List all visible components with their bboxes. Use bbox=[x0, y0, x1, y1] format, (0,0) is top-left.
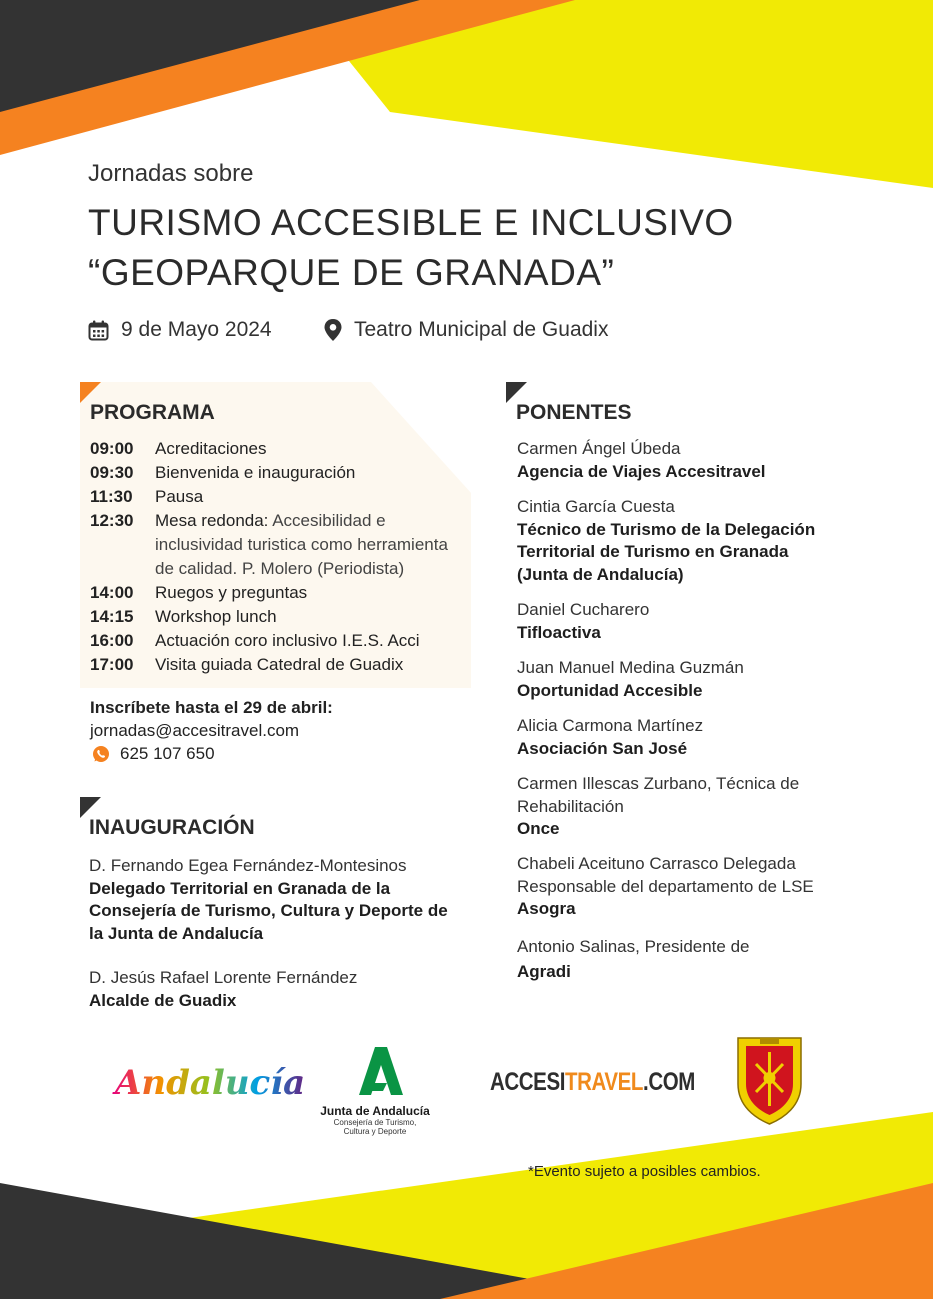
person-role: Alcalde de Guadix bbox=[89, 990, 237, 1010]
person-name: D. Jesús Rafael Lorente Fernández bbox=[89, 968, 358, 987]
calendar-icon bbox=[88, 320, 109, 341]
programa-time: 09:30 bbox=[90, 463, 134, 482]
title-line-1: TURISMO ACCESIBLE E INCLUSIVO bbox=[88, 202, 734, 243]
page-title bbox=[88, 198, 734, 298]
programa-time: 16:00 bbox=[90, 631, 134, 650]
programa-item bbox=[90, 509, 470, 581]
guadix-crest-icon bbox=[732, 1034, 807, 1131]
junta-name: Junta de Andalucía bbox=[320, 1104, 430, 1118]
ponente bbox=[517, 496, 847, 586]
person-name: Carmen Ángel Úbeda bbox=[517, 439, 681, 458]
ponentes-heading: PONENTES bbox=[516, 401, 632, 424]
programa-item bbox=[90, 581, 470, 605]
inauguracion-person bbox=[89, 855, 469, 945]
programa-time: 17:00 bbox=[90, 655, 134, 674]
person-name: Chabeli Aceituno Carrasco Delegada Responsable del departamento de LSE bbox=[517, 854, 814, 896]
map-pin-icon bbox=[324, 319, 342, 341]
junta-andalucia-logo bbox=[315, 1045, 435, 1136]
programa-time: 12:30 bbox=[90, 511, 134, 530]
inscripcion bbox=[90, 696, 333, 742]
andalucia-logo bbox=[115, 1058, 306, 1108]
accesitravel-logo bbox=[490, 1068, 695, 1097]
ponente bbox=[517, 657, 847, 702]
person-name: Antonio Salinas, Presidente de bbox=[517, 937, 750, 956]
junta-sub-2: Cultura y Deporte bbox=[343, 1127, 407, 1136]
programa-desc: Bienvenida e inauguración bbox=[155, 463, 356, 482]
ponente bbox=[517, 934, 847, 984]
person-role: Once bbox=[517, 819, 560, 838]
junta-logo-mark bbox=[345, 1045, 405, 1097]
person-role: Asociación San José bbox=[517, 738, 688, 758]
inscripcion-email[interactable]: jornadas@accesitravel.com bbox=[90, 721, 300, 740]
person-name: Cintia García Cuesta bbox=[517, 497, 675, 516]
inscripcion-label: Inscríbete hasta el 29 de abril: bbox=[90, 698, 333, 717]
person-name: Alicia Carmona Martínez bbox=[517, 716, 704, 735]
subtitle: Jornadas sobre bbox=[88, 160, 254, 187]
person-role: Técnico de Turismo de la Delegación Territorial de Turismo en Granada (Junta de Andalucía) bbox=[517, 519, 816, 584]
programa-time: 09:00 bbox=[90, 439, 134, 458]
programa-desc: Visita guiada Catedral de Guadix bbox=[155, 655, 404, 674]
person-name: D. Fernando Egea Fernández-Montesinos bbox=[89, 856, 407, 875]
accesitravel-b: TRAVEL bbox=[565, 1068, 644, 1096]
inauguracion-heading: INAUGURACIÓN bbox=[89, 816, 255, 839]
person-role: Agencia de Viajes Accesitravel bbox=[517, 461, 766, 481]
programa-corner-marker bbox=[80, 382, 101, 403]
date-text: 9 de Mayo 2024 bbox=[121, 318, 272, 341]
programa-desc-body: Accesibilidad e inclusividad turistica como herramienta de calidad. P. Molero (Periodista) bbox=[155, 511, 448, 578]
programa-desc-lead: Mesa redonda: bbox=[155, 511, 269, 530]
person-role: Tifloactiva bbox=[517, 622, 601, 642]
person-name: Carmen Illescas Zurbano, Técnica de Rehabilitación bbox=[517, 774, 800, 816]
ponente bbox=[517, 853, 847, 921]
programa-item bbox=[90, 605, 470, 629]
andalucia-logo-mark bbox=[115, 1058, 306, 1103]
ponente bbox=[517, 438, 847, 483]
programa-desc bbox=[155, 509, 470, 581]
programa-desc: Workshop lunch bbox=[155, 607, 277, 626]
person-role: Asogra bbox=[517, 899, 576, 918]
person-name: Juan Manuel Medina Guzmán bbox=[517, 658, 744, 677]
programa-time: 14:00 bbox=[90, 583, 134, 602]
location-text: Teatro Municipal de Guadix bbox=[354, 318, 609, 341]
inauguracion-person bbox=[89, 967, 469, 1012]
accesitravel-c: .COM bbox=[643, 1068, 695, 1096]
footer-note: *Evento sujeto a posibles cambios. bbox=[528, 1163, 761, 1180]
programa-item bbox=[90, 653, 470, 677]
programa-desc: Pausa bbox=[155, 487, 204, 506]
svg-text:Andalucía: Andalucía bbox=[115, 1063, 306, 1103]
programa-heading: PROGRAMA bbox=[90, 401, 215, 424]
ponentes-corner-marker bbox=[506, 382, 527, 403]
ponente bbox=[517, 599, 847, 644]
event-location bbox=[324, 318, 608, 342]
ponente bbox=[517, 715, 847, 760]
person-role: Agradi bbox=[517, 962, 571, 981]
programa-desc: Actuación coro inclusivo I.E.S. Acci bbox=[155, 631, 420, 650]
programa-desc: Acreditaciones bbox=[155, 439, 267, 458]
ponente bbox=[517, 773, 837, 841]
event-date bbox=[88, 318, 272, 342]
whatsapp-icon bbox=[92, 745, 110, 763]
programa-time: 11:30 bbox=[90, 487, 133, 506]
title-line-2: “GEOPARQUE DE GRANADA” bbox=[88, 252, 615, 293]
programa-item bbox=[90, 461, 470, 485]
accesitravel-a: ACCESI bbox=[490, 1068, 566, 1096]
programa-item bbox=[90, 437, 470, 461]
person-role: Delegado Territorial en Granada de la Consejería de Turismo, Cultura y Deporte de la Junta de Andalucía bbox=[89, 878, 448, 943]
junta-sub-1: Consejería de Turismo, bbox=[333, 1118, 417, 1127]
programa-desc: Ruegos y preguntas bbox=[155, 583, 308, 602]
programa-item bbox=[90, 629, 470, 653]
inauguracion-corner-marker bbox=[80, 797, 101, 818]
phone-text: 625 107 650 bbox=[120, 744, 215, 763]
person-role: Oportunidad Accesible bbox=[517, 680, 703, 700]
programa-time: 14:15 bbox=[90, 607, 134, 626]
person-name: Daniel Cucharero bbox=[517, 600, 650, 619]
programa-item bbox=[90, 485, 470, 509]
inscripcion-phone[interactable] bbox=[92, 744, 215, 764]
